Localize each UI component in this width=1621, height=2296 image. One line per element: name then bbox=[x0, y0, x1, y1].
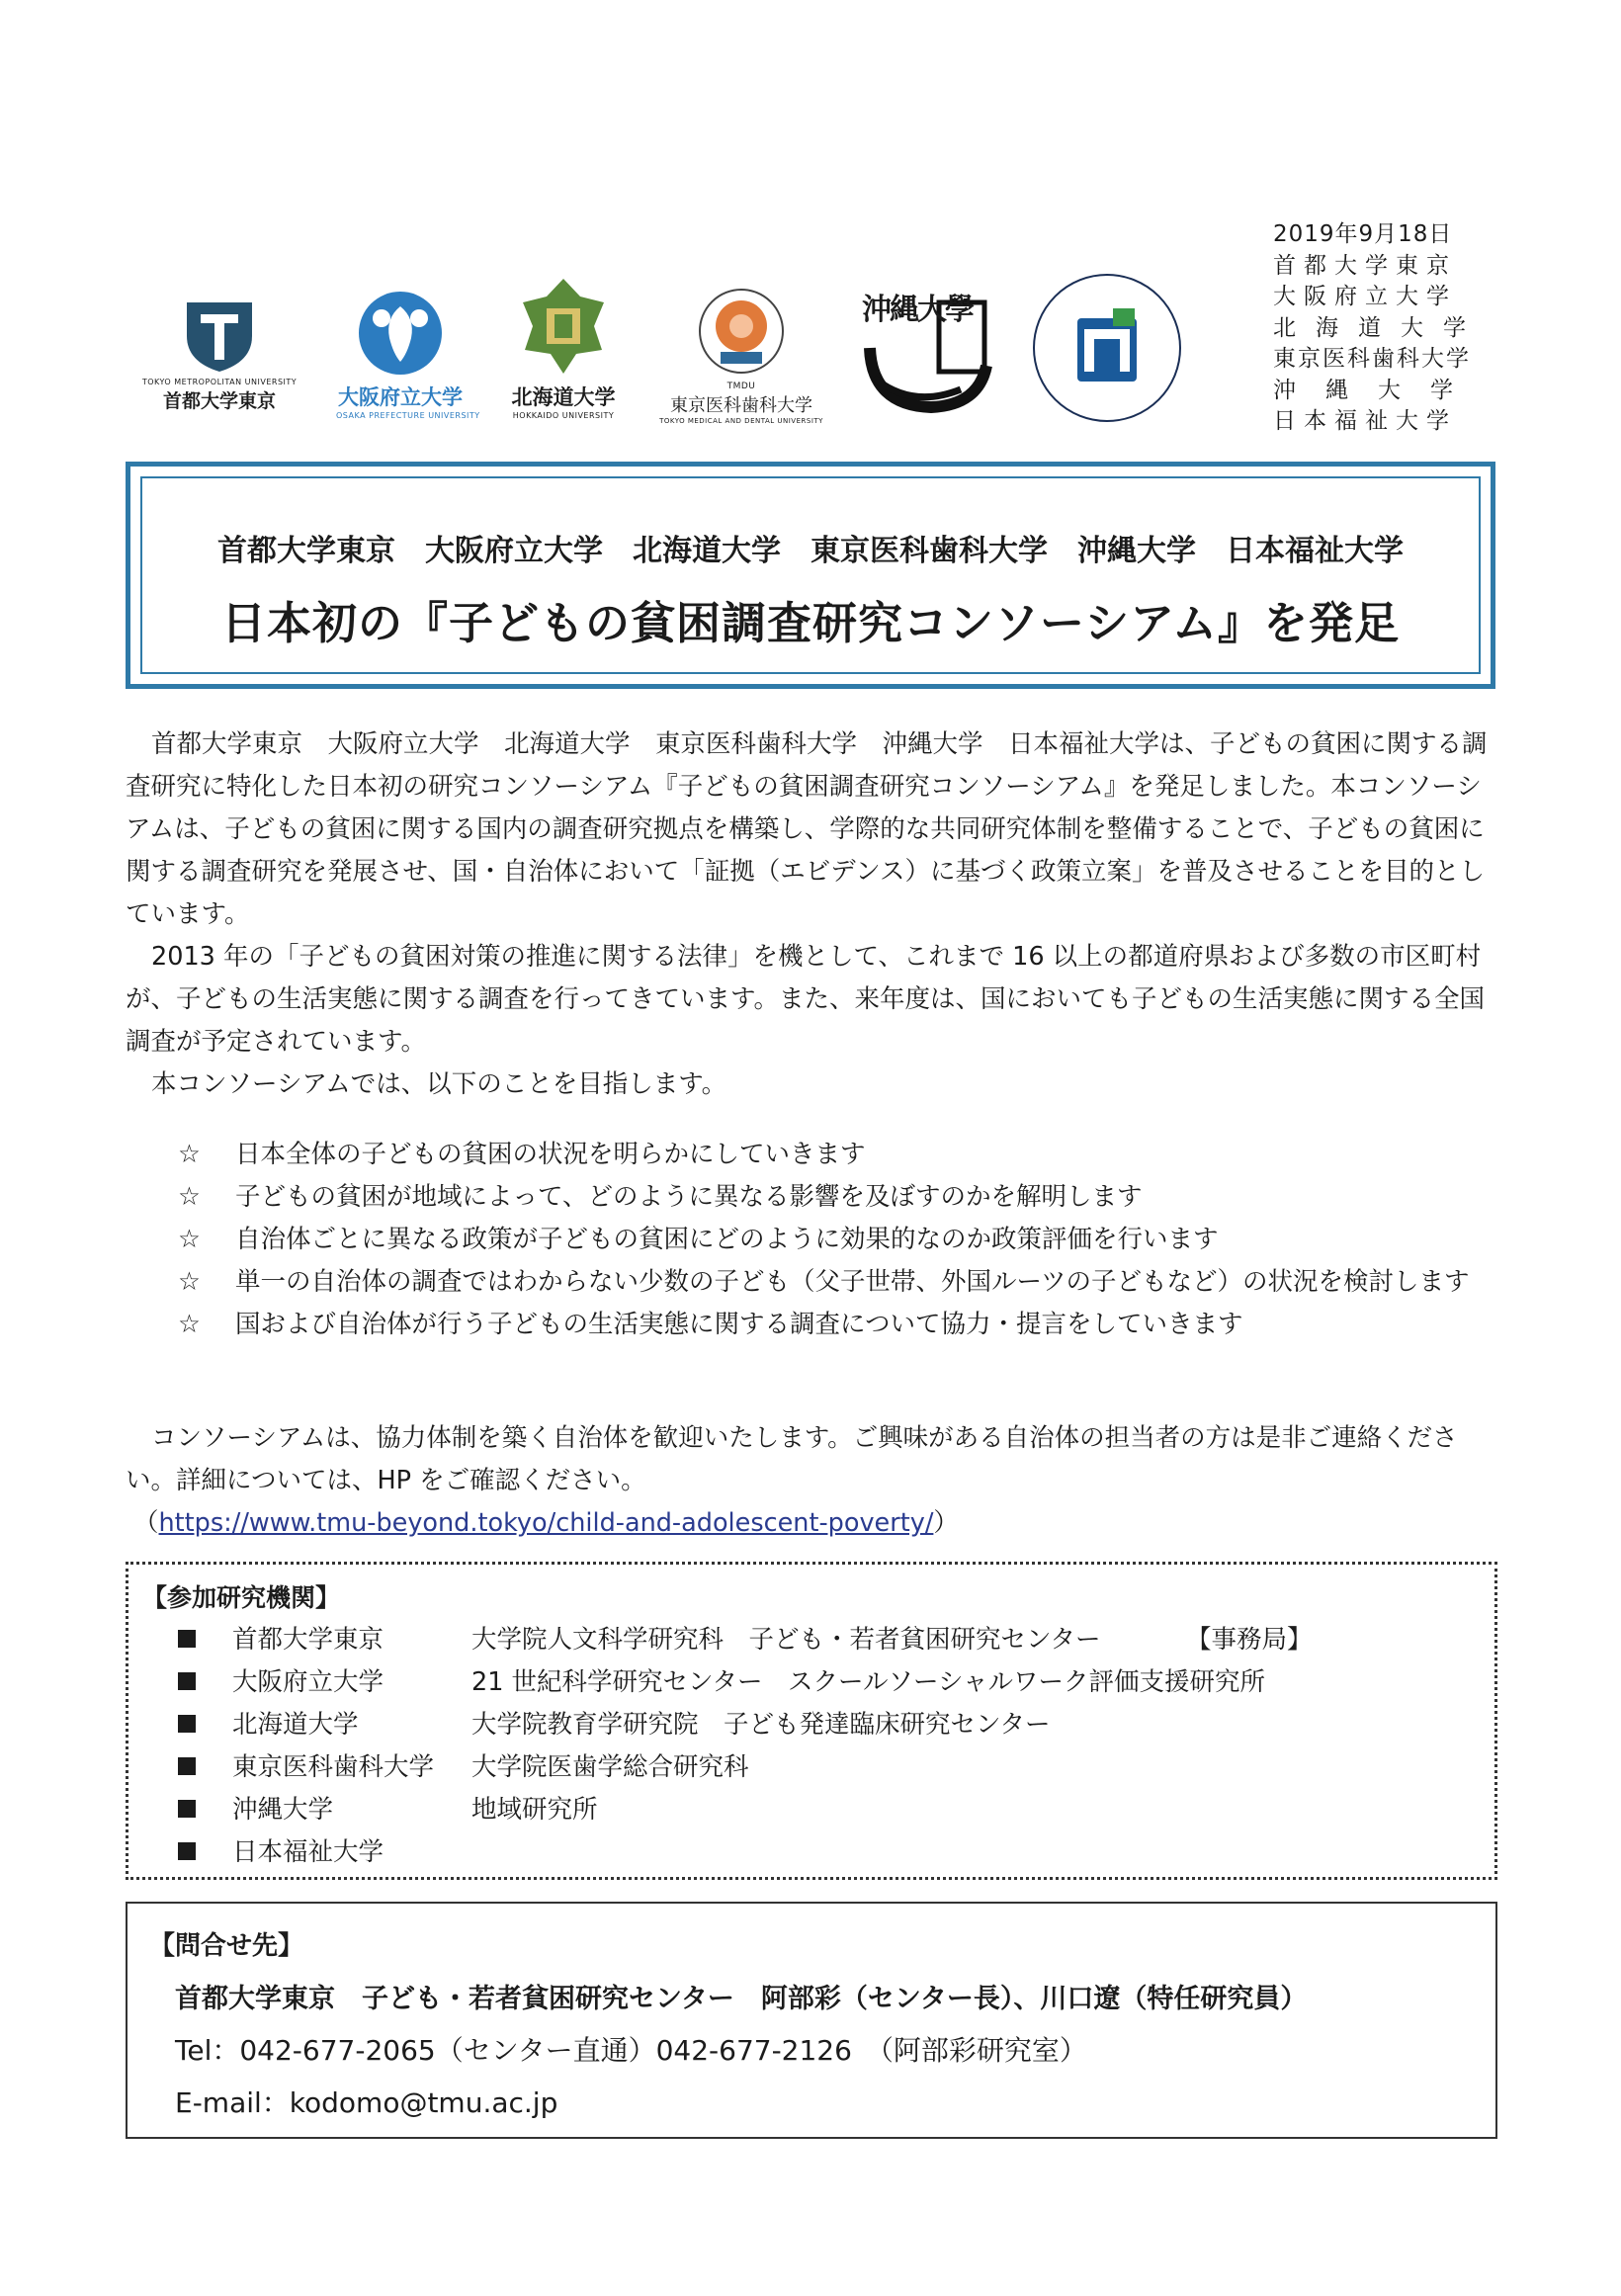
background-paragraph bbox=[126, 936, 1499, 1106]
participant-row bbox=[178, 1832, 1483, 1875]
square-bullet-icon bbox=[178, 1715, 196, 1733]
contact-heading: 【問合せ先】 bbox=[149, 1931, 304, 1961]
participant-name: 北海道大学 bbox=[232, 1710, 359, 1740]
participant-dept: 大学院教育学研究院 子ども発達臨床研究センター bbox=[471, 1710, 1051, 1740]
participant-row bbox=[178, 1790, 1483, 1832]
osaka-emblem-icon bbox=[356, 289, 445, 378]
tmu-logo-caption: 首都大学東京 bbox=[162, 390, 276, 412]
contact-email[interactable]: E-mail：kodomo@tmu.ac.jp bbox=[175, 2086, 558, 2119]
tmdu-logo-caption: 東京医科歯科大学 bbox=[670, 395, 812, 416]
square-bullet-icon bbox=[178, 1630, 196, 1648]
participant-tag: 【事務局】 bbox=[1186, 1625, 1313, 1655]
paragraph-3: 本コンソーシアムでは、以下のことを目指します。 bbox=[151, 1069, 727, 1099]
goal-text: 日本全体の子どもの貧困の状況を明らかにしていきます bbox=[235, 1140, 866, 1169]
participant-name: 沖縄大学 bbox=[232, 1795, 334, 1825]
header-university: 日本福祉大学 bbox=[1273, 408, 1457, 434]
tmdu-logo bbox=[652, 287, 830, 425]
okinawa-logo-text: 沖縄大學 bbox=[862, 293, 973, 327]
header-university: 首都大学東京 bbox=[1273, 252, 1457, 279]
square-bullet-icon bbox=[178, 1842, 196, 1860]
header-university: 東京医科歯科大学 bbox=[1273, 346, 1471, 372]
tmu-logo bbox=[130, 297, 308, 413]
participant-dept: 地域研究所 bbox=[471, 1795, 598, 1825]
goal-text: 自治体ごとに異なる政策が子どもの貧困にどのように効果的なのか政策評価を行います bbox=[235, 1225, 1219, 1254]
intro-paragraph bbox=[126, 723, 1499, 936]
homepage-link[interactable]: https://www.tmu-beyond.tokyo/child-and-adolescent-poverty/ bbox=[158, 1508, 934, 1538]
participant-name: 首都大学東京 bbox=[232, 1625, 384, 1655]
date-and-universities bbox=[1273, 219, 1510, 438]
square-bullet-icon bbox=[178, 1672, 196, 1690]
goal-item bbox=[178, 1304, 1493, 1346]
participant-dept: 21 世紀科学研究センター スクールソーシャルワーク評価支援研究所 bbox=[471, 1667, 1266, 1697]
hokkaido-emblem-icon bbox=[519, 275, 608, 378]
okinawa-logo bbox=[852, 279, 1000, 417]
star-bullet-icon: ☆ bbox=[178, 1310, 201, 1339]
star-bullet-icon: ☆ bbox=[178, 1267, 201, 1297]
goal-item bbox=[178, 1219, 1493, 1261]
tmdu-logo-sub: TOKYO MEDICAL AND DENTAL UNIVERSITY bbox=[659, 417, 823, 425]
participant-name: 東京医科歯科大学 bbox=[232, 1752, 435, 1782]
square-bullet-icon bbox=[178, 1757, 196, 1775]
header-university: 沖縄大学 bbox=[1273, 377, 1483, 403]
tmu-logo-sub: TOKYO METROPOLITAN UNIVERSITY bbox=[141, 378, 298, 386]
paragraph-2: 2013 年の「子どもの貧困対策の推進に関する法律」を機として、これまで 16 以上の都道府県および多数の市区町村が、子どもの生活実態に関する調査を行ってきています。また、来年度は、国においても子どもの生活実態に関する全国調査が予定されています。 bbox=[126, 942, 1485, 1057]
participant-row bbox=[178, 1620, 1483, 1662]
title-universities: 首都大学東京 大阪府立大学 北海道大学 東京医科歯科大学 沖縄大学 日本福祉大学 bbox=[217, 534, 1404, 568]
star-bullet-icon: ☆ bbox=[178, 1140, 201, 1169]
participant-row bbox=[178, 1662, 1483, 1705]
hokkaido-logo-sub: HOKKAIDO UNIVERSITY bbox=[512, 411, 615, 420]
participant-name: 日本福祉大学 bbox=[232, 1837, 384, 1867]
participant-dept: 大学院医歯学総合研究科 bbox=[471, 1752, 749, 1782]
star-bullet-icon: ☆ bbox=[178, 1225, 201, 1254]
goal-text: 単一の自治体の調査ではわからない少数の子ども（父子世帯、外国ルーツの子どもなど）の状況を検討します bbox=[235, 1267, 1470, 1297]
title-box bbox=[126, 462, 1495, 689]
participants-heading: 【参加研究機関】 bbox=[142, 1583, 341, 1612]
square-bullet-icon bbox=[178, 1800, 196, 1818]
goal-text: 国および自治体が行う子どもの生活実態に関する調査について協力・提言をしていきます bbox=[235, 1310, 1243, 1339]
participant-dept: 大学院人文科学研究科 子ども・若者貧困研究センター bbox=[471, 1625, 1101, 1655]
osaka-logo-caption: 大阪府立大学 bbox=[338, 385, 463, 409]
hokkaido-logo-caption: 北海道大学 bbox=[511, 385, 616, 409]
participant-name: 大阪府立大学 bbox=[232, 1667, 384, 1697]
header-university: 北海道大学 bbox=[1273, 314, 1486, 341]
goal-item bbox=[178, 1176, 1493, 1219]
contact-phone: Tel：042-677-2065（センター直通）042-677-2126 （阿部彩研究室） bbox=[175, 2034, 1087, 2067]
url-open-paren: （ bbox=[133, 1508, 159, 1538]
tmu-shield-icon bbox=[183, 297, 256, 374]
goal-item bbox=[178, 1261, 1493, 1304]
title-box-inner bbox=[140, 476, 1481, 674]
header-university: 大阪府立大学 bbox=[1273, 284, 1457, 309]
contact-organization: 首都大学東京 子ども・若者貧困研究センター 阿部彩（センター長）、川口遼（特任研究員） bbox=[175, 1984, 1308, 2014]
nihon-fukushi-emblem-icon bbox=[1028, 269, 1186, 427]
page-title: 日本初の『子どもの貧困調査研究コンソーシアム』を発足 bbox=[221, 597, 1400, 649]
goal-text: 子どもの貧困が地域によって、どのように異なる影響を及ぼすのかを解明します bbox=[235, 1182, 1143, 1212]
star-bullet-icon: ☆ bbox=[178, 1182, 201, 1212]
paragraph-1: 首都大学東京 大阪府立大学 北海道大学 東京医科歯科大学 沖縄大学 日本福祉大学は、子どもの貧困に関する調査研究に特化した日本初の研究コンソーシアム『子どもの貧困調査研究コンソーシアム』を発足しました。本コンソーシアムは、子どもの貧困に関する国内の調査研究拠点を構築し、学際的な共同研究体制を整備することで、子どもの貧困に関する調査研究を発展させ、国・自治体において「証拠（エビデンス）に基づく政策立案」を普及させることを目的としています。 bbox=[126, 729, 1488, 929]
osaka-logo-sub: OSAKA PREFECTURE UNIVERSITY bbox=[336, 411, 480, 420]
nihon-fukushi-logo bbox=[1028, 269, 1186, 427]
participants-box bbox=[126, 1562, 1497, 1880]
paragraph-4: コンソーシアムは、協力体制を築く自治体を歓迎いたします。ご興味がある自治体の担当者の方は是非ご連絡ください。詳細については、HP をご確認ください。 bbox=[126, 1423, 1458, 1495]
goals-list bbox=[178, 1134, 1493, 1346]
release-date: 2019年9月18日 bbox=[1273, 221, 1453, 247]
tmdu-logo-tag: TMDU bbox=[726, 382, 756, 391]
hokkaido-logo bbox=[494, 275, 633, 420]
closing-paragraph bbox=[126, 1417, 1499, 1545]
url-line bbox=[126, 1502, 1499, 1545]
tmdu-emblem-icon bbox=[697, 287, 786, 376]
goal-item bbox=[178, 1134, 1493, 1176]
url-close-paren: ） bbox=[933, 1508, 959, 1538]
participant-row bbox=[178, 1747, 1483, 1790]
participant-row bbox=[178, 1705, 1483, 1747]
contact-box bbox=[126, 1902, 1497, 2139]
osaka-logo bbox=[336, 289, 480, 420]
